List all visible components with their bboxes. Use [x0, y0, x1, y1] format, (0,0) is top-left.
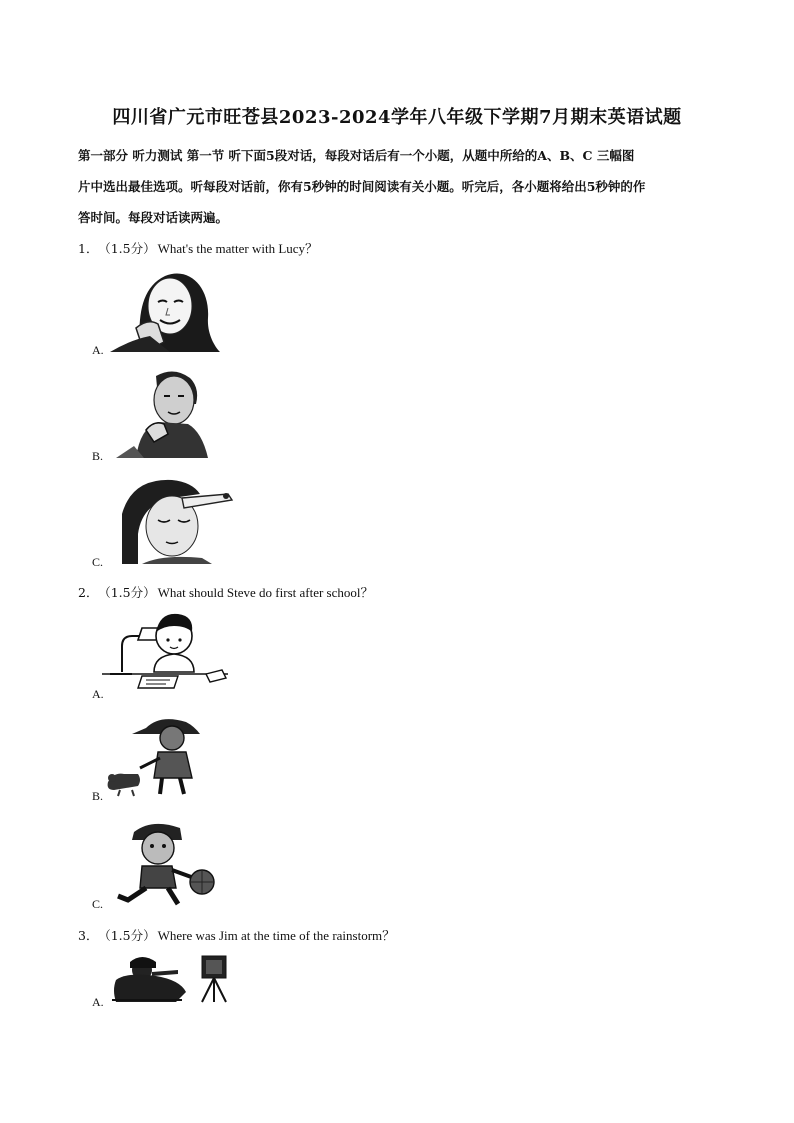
- boy-playing-basketball-image: [112, 818, 232, 908]
- instruction-line-2: 片中选出最佳选项。听每段对话前，你有5秒钟的时间阅读有关小题。听完后，各小题将给出5秒钟的作: [78, 179, 646, 194]
- option-label: B.: [92, 449, 104, 463]
- boy-doing-homework-image: [102, 610, 234, 696]
- question-1-option-c[interactable]: [92, 474, 242, 570]
- option-label: A.: [92, 995, 104, 1009]
- question-score: （1.5分）: [104, 241, 156, 256]
- option-label: A.: [92, 687, 104, 701]
- question-1: [78, 238, 318, 257]
- question-number: 3．: [78, 928, 99, 943]
- question-text: What's the matter with Lucy？: [157, 241, 319, 256]
- section-instructions: [78, 140, 718, 233]
- question-text: What should Steve do first after school？: [157, 585, 374, 600]
- page-title: 四川省广元市旺苍县2023-2024学年八年级下学期7月期末英语试题: [112, 107, 682, 128]
- option-label: C.: [92, 897, 104, 911]
- question-text: Where was Jim at the time of the rainstorm？: [157, 928, 396, 943]
- instruction-line-3: 答时间。每段对话读两遍。: [78, 210, 229, 225]
- question-2-option-a[interactable]: [92, 610, 242, 702]
- question-2-option-b[interactable]: [92, 712, 242, 804]
- man-sore-throat-image: [116, 368, 212, 458]
- question-score: （1.5分）: [104, 585, 156, 600]
- question-1-option-b[interactable]: [92, 368, 232, 464]
- option-label: A.: [92, 343, 104, 357]
- boy-with-camera-image: [106, 950, 238, 1004]
- option-label: C.: [92, 555, 104, 569]
- question-1-option-a[interactable]: [92, 268, 232, 358]
- woman-headache-image: [112, 474, 236, 564]
- question-3-option-a[interactable]: [92, 950, 242, 1010]
- option-label: B.: [92, 789, 104, 803]
- question-2-option-c[interactable]: [92, 818, 242, 912]
- boy-with-dog-image: [102, 712, 222, 798]
- question-score: （1.5分）: [104, 928, 156, 943]
- instruction-line-1: 第一部分 听力测试 第一节 听下面5段对话，每段对话后有一个小题，从题中所给的A、B、C 三幅图: [78, 148, 635, 163]
- question-number: 1．: [78, 241, 99, 256]
- question-3: [78, 925, 395, 944]
- question-2: [78, 582, 374, 601]
- woman-toothache-image: [110, 268, 220, 352]
- question-number: 2．: [78, 585, 99, 600]
